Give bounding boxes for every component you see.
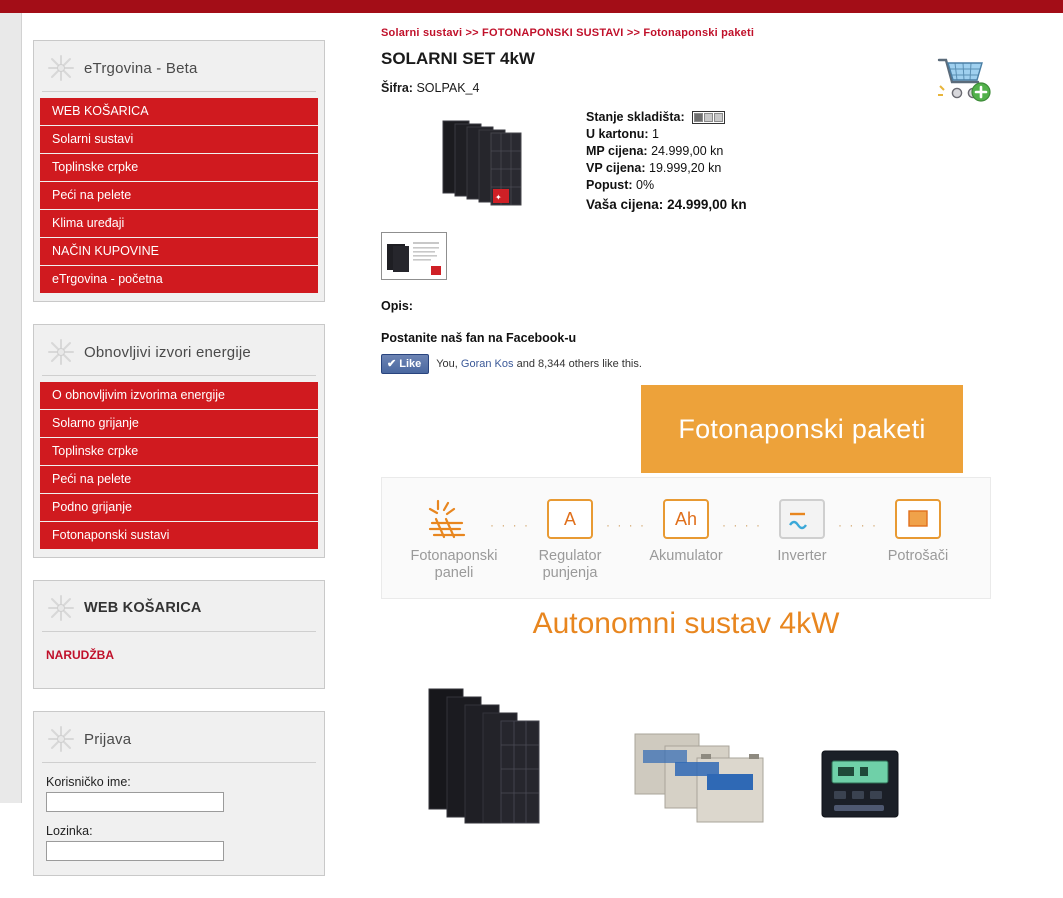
- diagram-label-panels: Fotonaponski paneli: [410, 548, 498, 581]
- friend-link[interactable]: Goran Kos: [460, 358, 514, 370]
- page-title: SOLARNI SET 4kW: [381, 49, 535, 68]
- description-label: Opis:: [381, 299, 413, 313]
- diagram-step-akumulator: [632, 496, 762, 565]
- username-input[interactable]: [46, 792, 224, 812]
- social-prefix: You,: [436, 358, 458, 370]
- stock-label: Stanje skladišta:: [586, 110, 685, 124]
- sidebar-panel-prijava: [33, 711, 325, 876]
- stock-box-2: [704, 113, 713, 122]
- stock-box-1: [694, 113, 703, 122]
- panel-title: Obnovljivi izvori energije: [84, 343, 251, 361]
- sidebar-menu-obnovljivi: [40, 382, 318, 549]
- panel-title: eTrgovina - Beta: [84, 59, 198, 77]
- spec-stock: [586, 109, 747, 126]
- spec-discount: [586, 177, 747, 194]
- appliance-box-icon: [864, 496, 972, 542]
- mp-price-label: MP cijena:: [586, 144, 648, 158]
- narudzba-link[interactable]: NARUDŽBA: [46, 648, 114, 662]
- diagram-step-panels: [400, 496, 530, 582]
- solar-panels-photo: [429, 683, 599, 828]
- svg-text:✦: ✦: [495, 193, 502, 202]
- diagram-step-regulator: [516, 496, 646, 582]
- spec-your-price: [586, 196, 747, 213]
- sidebar-item-peci-na-pelete-2[interactable]: Peći na pelete: [40, 466, 318, 494]
- sidebar-item-etrgovina-pocetna[interactable]: eTrgovina - početna: [40, 266, 318, 293]
- snowflake-icon: [46, 337, 76, 367]
- akumulator-box: [663, 499, 709, 539]
- snowflake-icon: [46, 724, 76, 754]
- batteries-photo: [631, 716, 811, 831]
- inverter-box: [779, 499, 825, 539]
- spec-vp-price: [586, 160, 747, 177]
- solar-panel-stack-photo: [441, 115, 551, 207]
- banner-fotonaponski-paketi: [641, 385, 963, 473]
- sidebar-item-nacin-kupovine[interactable]: NAČIN KUPOVINE: [40, 238, 318, 266]
- sidebar-item-toplinske-crpke[interactable]: Toplinske crpke: [40, 154, 318, 182]
- diagram-label-regulator: Regulator punjenja: [538, 548, 602, 581]
- panel-header: [42, 47, 316, 92]
- sidebar-item-toplinske-crpke-2[interactable]: Toplinske crpke: [40, 438, 318, 466]
- discount-value: 0%: [636, 178, 655, 192]
- social-suffix: and 8,344 others like this.: [516, 358, 642, 370]
- charge-controller-photo: [816, 741, 926, 836]
- panel-header: [42, 587, 316, 632]
- connector-dots: · · · ·: [722, 518, 762, 532]
- stock-indicator: [692, 111, 725, 124]
- breadcrumb-item-2[interactable]: Fotonaponski paketi: [643, 27, 755, 39]
- page-body: [0, 13, 1063, 838]
- panel-title: Prijava: [84, 730, 132, 748]
- your-price-label: Vaša cijena:: [586, 197, 664, 212]
- panel-header: [42, 718, 316, 763]
- banner-text: Fotonaponski paketi: [678, 413, 926, 444]
- potrosaci-box: [895, 499, 941, 539]
- diagram-step-inverter: [748, 496, 878, 565]
- sidebar-panel-etrgovina: [33, 40, 325, 302]
- spec-carton: [586, 126, 747, 143]
- breadcrumb-separator: >>: [626, 27, 641, 39]
- product-code-label: Šifra:: [381, 81, 413, 95]
- sidebar: [33, 40, 325, 898]
- sidebar-item-solarno-grijanje[interactable]: Solarno grijanje: [40, 410, 318, 438]
- check-icon: ✔: [387, 358, 397, 370]
- system-photo-area: [381, 661, 991, 816]
- snowflake-icon: [46, 593, 76, 623]
- vp-price-value: 19.999,20 kn: [649, 161, 722, 175]
- facebook-like-row: [381, 354, 642, 374]
- sidebar-panel-obnovljivi: [33, 324, 325, 558]
- facebook-like-button[interactable]: [381, 354, 429, 374]
- diagram-label-potrosaci: Potrošači: [887, 548, 949, 564]
- sidebar-item-solarni-sustavi[interactable]: Solarni sustavi: [40, 126, 318, 154]
- diagram-label-akumulator: Akumulator: [649, 548, 723, 564]
- panel-title: WEB KOŠARICA: [84, 600, 202, 616]
- carton-value: 1: [651, 127, 659, 141]
- spec-mp-price: [586, 143, 747, 160]
- discount-label: Popust:: [586, 178, 633, 192]
- like-button-label: Like: [399, 357, 422, 370]
- regulator-box: [547, 499, 593, 539]
- username-label: Korisničko ime:: [46, 775, 131, 789]
- sidebar-item-web-kosarica[interactable]: WEB KOŠARICA: [40, 98, 318, 126]
- sidebar-panel-kosarica: [33, 580, 325, 689]
- social-context: [436, 358, 642, 370]
- add-to-cart-icon[interactable]: [935, 53, 991, 103]
- snowflake-icon: [46, 53, 76, 83]
- breadcrumb-item-0[interactable]: Solarni sustavi: [381, 27, 463, 39]
- carton-label: U kartonu:: [586, 127, 649, 141]
- sidebar-item-podno-grijanje[interactable]: Podno grijanje: [40, 494, 318, 522]
- product-specs: [586, 109, 747, 213]
- password-input[interactable]: [46, 841, 224, 861]
- product-code-value: SOLPAK_4: [416, 81, 480, 95]
- connector-dots: · · · ·: [606, 518, 646, 532]
- sidebar-item-peci-na-pelete[interactable]: Peći na pelete: [40, 182, 318, 210]
- sidebar-item-fotonaponski-sustavi[interactable]: Fotonaponski sustavi: [40, 522, 318, 549]
- panel-header: [42, 331, 316, 376]
- product-thumbnail[interactable]: [381, 232, 447, 280]
- vp-price-label: VP cijena:: [586, 161, 646, 175]
- connector-dots: · · · ·: [490, 518, 530, 532]
- product-detail-row: [381, 109, 1041, 229]
- sidebar-item-klima-uredaji[interactable]: Klima uređaji: [40, 210, 318, 238]
- mp-price-value: 24.999,00 kn: [651, 144, 724, 158]
- your-price-value: 24.999,00 kn: [667, 197, 747, 212]
- breadcrumb-item-1[interactable]: FOTONAPONSKI SUSTAVI: [482, 27, 624, 39]
- stock-box-3: [714, 113, 723, 122]
- akumulator-symbol: Ah: [674, 508, 698, 529]
- top-accent-bar: [0, 0, 1063, 13]
- system-diagram: [381, 477, 991, 599]
- password-label: Lozinka:: [46, 824, 93, 838]
- diagram-label-inverter: Inverter: [777, 548, 827, 564]
- facebook-heading: Postanite naš fan na Facebook-u: [381, 331, 577, 345]
- section-heading-autonomni: Autonomni sustav 4kW: [532, 607, 840, 640]
- breadcrumb: [381, 27, 1041, 39]
- connector-dots: · · · ·: [838, 518, 878, 532]
- breadcrumb-separator: >>: [465, 27, 479, 39]
- sidebar-menu-etrgovina: [40, 98, 318, 293]
- diagram-step-potrosaci: [864, 496, 972, 565]
- regulator-symbol: A: [563, 508, 576, 529]
- sidebar-item-o-obnovljivim-izvorima[interactable]: O obnovljivim izvorima energije: [40, 382, 318, 410]
